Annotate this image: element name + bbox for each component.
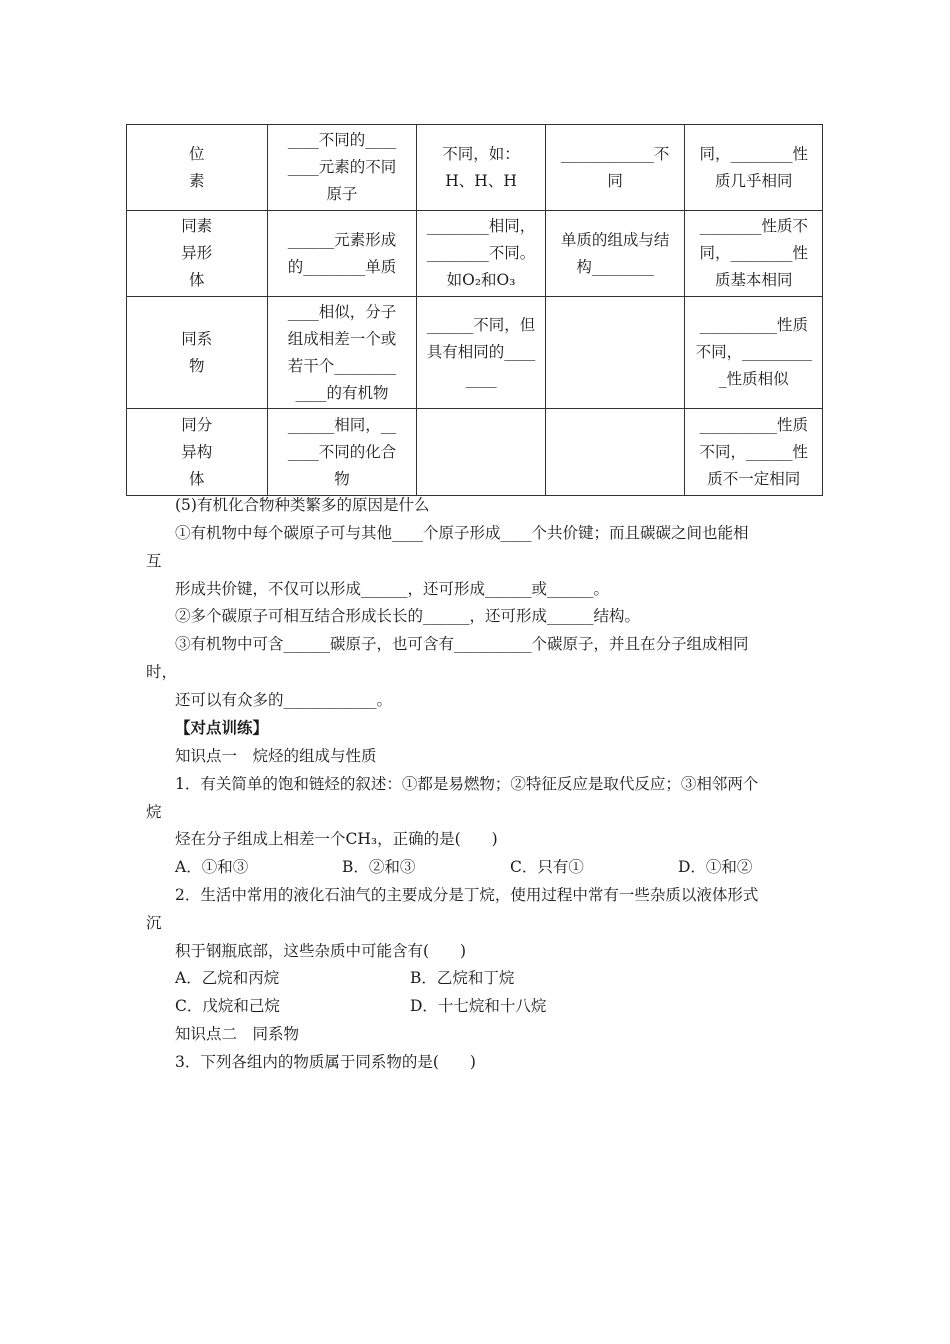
reason-3-wrap: 时，	[146, 663, 178, 681]
table-cell: ________相同， ________不同。 如O₂和O₃	[417, 211, 545, 297]
homolog-row	[127, 297, 823, 409]
q1-option-d: D．①和②	[678, 858, 753, 876]
table-cell: ______元素形成 的________单质	[267, 211, 417, 297]
reason-1-wrap: 互	[146, 552, 162, 570]
isomer-row	[127, 409, 823, 496]
table-cell	[417, 409, 545, 496]
question-1-stem: 1．有关简单的饱和链烃的叙述：①都是易燃物；②特征反应是取代反应；③相邻两个	[175, 775, 759, 793]
question-2-wrap: 沉	[146, 914, 162, 932]
reason-3-line: ③有机物中可含______碳原子，也可含有__________个碳原子，并且在分子组成相同	[175, 635, 749, 653]
reason-3-cont: 还可以有众多的____________。	[175, 691, 393, 709]
table-cell: ______不同，但 具有相同的____ ____	[417, 297, 545, 409]
table-cell: ____________不 同	[545, 125, 685, 211]
table-cell: ________性质不 同，________性 质基本相同	[685, 211, 823, 297]
q2-option-b: B．乙烷和丁烷	[410, 969, 515, 987]
knowledge-point-2: 知识点二 同系物	[175, 1025, 300, 1043]
question-3-stem: 3．下列各组内的物质属于同系物的是( )	[175, 1053, 476, 1071]
table-cell	[545, 409, 685, 496]
table-cell: 同系 物	[127, 297, 268, 409]
table-cell: 位 素	[127, 125, 268, 211]
table-cell: 同素 异形 体	[127, 211, 268, 297]
table-cell: 不同，如： H、H、H	[417, 125, 545, 211]
question-2-stem: 2．生活中常用的液化石油气的主要成分是丁烷，使用过程中常有一些杂质以液体形式	[175, 886, 759, 904]
table-cell: __________性质 不同，_________ _性质相似	[685, 297, 823, 409]
reason-2-line: ②多个碳原子可相互结合形成长长的______，还可形成______结构。	[175, 607, 641, 625]
table-cell: ____相似，分子 组成相差一个或 若干个________ ____的有机物	[267, 297, 417, 409]
knowledge-point-1: 知识点一 烷烃的组成与性质	[175, 747, 377, 765]
reason-1-cont: 形成共价键，不仅可以形成______，还可形成______或______。	[175, 580, 610, 598]
table-cell: ____不同的____ ____元素的不同 原子	[267, 125, 417, 211]
q1-option-b: B．②和③	[342, 858, 416, 876]
section-heading-5: (5)有机化合物种类繁多的原因是什么	[175, 496, 430, 514]
table-cell: 同，________性 质几乎相同	[685, 125, 823, 211]
table-cell: __________性质 不同，______性 质不一定相同	[685, 409, 823, 496]
reason-1-line: ①有机物中每个碳原子可与其他____个原子形成____个共价键；而且碳碳之间也能相	[175, 524, 749, 542]
table-cell: 单质的组成与结 构________	[545, 211, 685, 297]
question-2-cont: 积于钢瓶底部，这些杂质中可能含有( )	[175, 942, 467, 960]
table-cell: ______相同，__ ____不同的化合 物	[267, 409, 417, 496]
q2-option-d: D．十七烷和十八烷	[410, 997, 547, 1015]
isotope-row	[127, 125, 823, 211]
q2-option-a: A．乙烷和丙烷	[175, 969, 280, 987]
table-cell: 同分 异构 体	[127, 409, 268, 496]
allotrope-row	[127, 211, 823, 297]
q1-option-a: A．①和③	[175, 858, 249, 876]
comparison-table	[126, 124, 823, 496]
table-cell	[545, 297, 685, 409]
question-1-wrap: 烷	[146, 803, 162, 821]
question-1-cont: 烃在分子组成上相差一个CH₃，正确的是( )	[175, 830, 498, 848]
q2-option-c: C．戊烷和己烷	[175, 997, 280, 1015]
q1-option-c: C．只有①	[510, 858, 584, 876]
practice-heading: 【对点训练】	[175, 718, 269, 737]
